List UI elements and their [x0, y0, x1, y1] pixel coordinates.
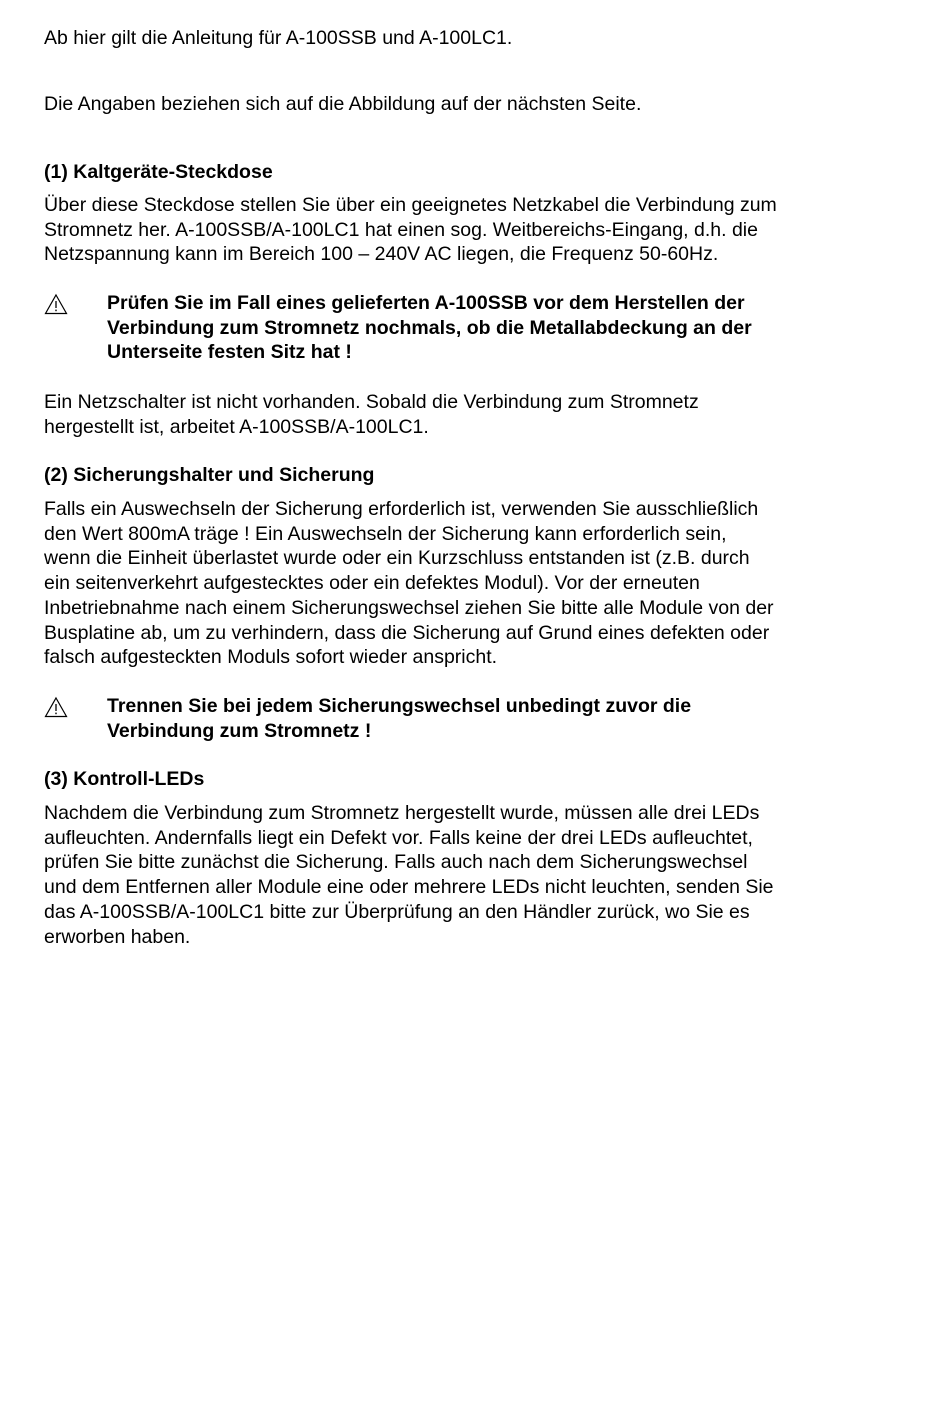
section3-body-line: aufleuchten. Andernfalls liegt ein Defekt vor. Falls keine der drei LEDs aufleuchtet,	[44, 826, 753, 849]
section2-body-line: wenn die Einheit überlastet wurde oder ein Kurzschluss entstanden ist (z.B. durch	[44, 547, 750, 570]
intro-line-1: Ab hier gilt die Anleitung für A-100SSB und A-100LC1.	[44, 27, 513, 49]
intro-line-2: Die Angaben beziehen sich auf die Abbildung auf der nächsten Seite.	[44, 93, 642, 115]
section2-body-line: falsch aufgesteckten Moduls sofort wieder anspricht.	[44, 646, 498, 669]
section2-heading: (2) Sicherungshalter und Sicherung	[44, 464, 375, 486]
warning-line: Prüfen Sie im Fall eines gelieferten A-100SSB vor dem Herstellen der	[107, 292, 745, 314]
section2-body-line: Inbetriebnahme nach einem Sicherungswechsel ziehen Sie bitte alle Module von der	[44, 596, 774, 619]
warning-line: Verbindung zum Stromnetz !	[107, 719, 372, 742]
section2-body-line: Falls ein Auswechseln der Sicherung erforderlich ist, verwenden Sie ausschließlich	[44, 498, 759, 520]
section2-body-line: Busplatine ab, um zu verhindern, dass die Sicherung auf Grund eines defekten oder	[44, 621, 770, 644]
section3-body-line: prüfen Sie bitte zunächst die Sicherung. Falls auch nach dem Sicherungswechsel	[44, 851, 748, 874]
section1-heading: (1) Kaltgeräte-Steckdose	[44, 161, 273, 183]
section3-body-line: Nachdem die Verbindung zum Stromnetz hergestellt wurde, müssen alle drei LEDs	[44, 802, 760, 824]
section2-body-line: den Wert 800mA träge ! Ein Auswechseln der Sicherung kann erforderlich sein,	[44, 522, 727, 545]
section3-body-line: und dem Entfernen aller Module eine oder mehrere LEDs nicht leuchten, senden Sie	[44, 876, 774, 899]
section2-body-line: ein seitenverkehrt aufgestecktes oder ein defektes Modul). Vor der erneuten	[44, 572, 700, 595]
section1-body-line: Stromnetz her. A-100SSB/A-100LC1 hat einen sog. Weitbereichs-Eingang, d.h. die	[44, 218, 758, 241]
warning-triangle-icon	[44, 293, 68, 315]
section3-heading: (3) Kontroll-LEDs	[44, 768, 205, 790]
warning-line: Unterseite festen Sitz hat !	[107, 341, 352, 364]
section1-body-line: Netzspannung kann im Bereich 100 – 240V AC liegen, die Frequenz 50-60Hz.	[44, 243, 719, 266]
section3-body-line: erworben haben.	[44, 925, 191, 948]
warning-line: Verbindung zum Stromnetz nochmals, ob die Metallabdeckung an der	[107, 316, 752, 339]
section1-body-line: Über diese Steckdose stellen Sie über ein geeignetes Netzkabel die Verbindung zum	[44, 194, 777, 216]
warning-line: Trennen Sie bei jedem Sicherungswechsel unbedingt zuvor die	[107, 695, 692, 717]
section1-after-line: hergestellt ist, arbeitet A-100SSB/A-100LC1.	[44, 415, 429, 438]
section1-after-line: Ein Netzschalter ist nicht vorhanden. Sobald die Verbindung zum Stromnetz	[44, 391, 699, 413]
warning-triangle-icon	[44, 696, 68, 718]
section3-body-line: das A-100SSB/A-100LC1 bitte zur Überprüfung an den Händler zurück, wo Sie es	[44, 900, 750, 923]
